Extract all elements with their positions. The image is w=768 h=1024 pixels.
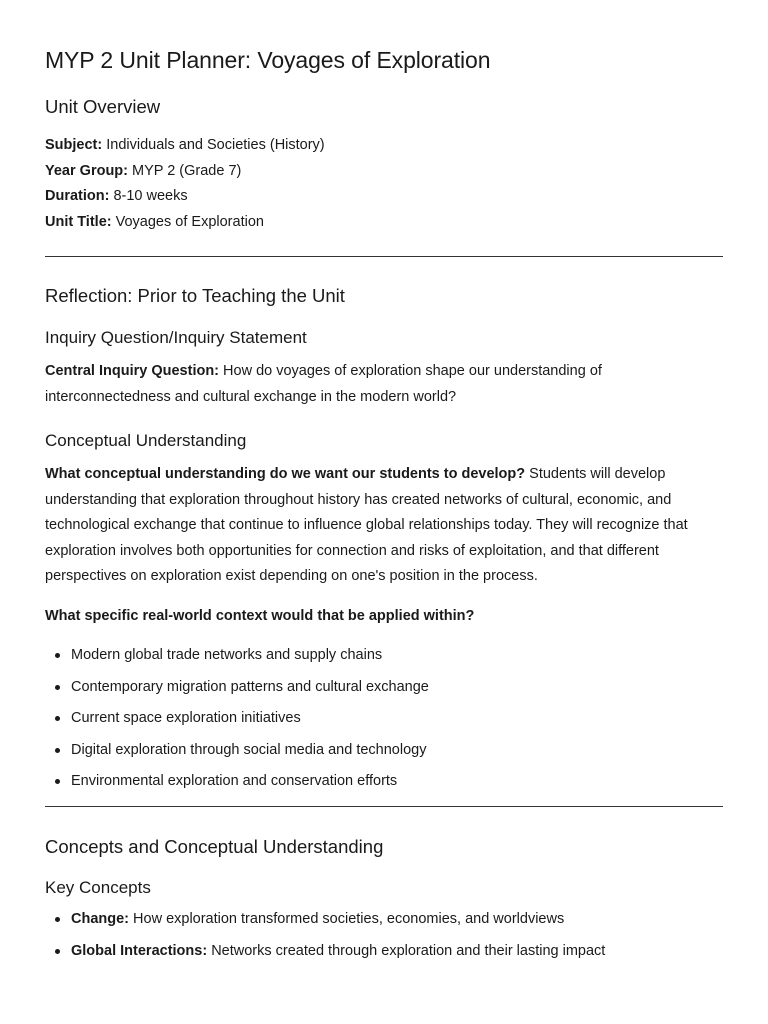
overview-field-year-group	[45, 159, 723, 185]
field-value: 8-10 weeks	[109, 188, 188, 204]
concept-label: Global Interactions:	[71, 942, 208, 959]
key-concepts-list	[45, 908, 723, 962]
concepts-section	[45, 807, 723, 962]
inquiry-label: Central Inquiry Question:	[45, 363, 220, 379]
conceptual-label: What conceptual understanding do we want our students to develop?	[45, 466, 526, 482]
unit-overview-heading: Unit Overview	[45, 96, 161, 117]
field-label: Duration:	[45, 188, 110, 204]
overview-field-unit-title	[45, 210, 723, 236]
overview-field-subject	[45, 133, 723, 159]
field-value: Voyages of Exploration	[111, 213, 264, 230]
reflection-section	[45, 257, 723, 792]
field-value: MYP 2 (Grade 7)	[128, 162, 242, 179]
page-title: MYP 2 Unit Planner: Voyages of Exploration	[45, 47, 491, 73]
list-item: Environmental exploration and conservation efforts	[45, 770, 723, 792]
inquiry-heading: Inquiry Question/Inquiry Statement	[45, 328, 307, 347]
reflection-heading: Reflection: Prior to Teaching the Unit	[45, 285, 345, 306]
concept-label: Change:	[71, 911, 129, 927]
list-item	[45, 908, 723, 930]
concept-text: Networks created through exploration and their lasting impact	[207, 942, 606, 959]
conceptual-body: Students will develop understanding that exploration throughout history has created networks of cultural, economic, and technological exchange that continue to influence global relationships today. They will recognize that exploration involves both opportunities for connection and risks of exploitation, and that different perspectives on exploration exist depending on one's position in the process.	[45, 466, 688, 584]
unit-overview-fields	[45, 133, 723, 235]
field-value: Individuals and Societies (History)	[102, 137, 325, 153]
field-label: Unit Title:	[45, 213, 112, 230]
context-list	[45, 644, 723, 792]
field-label: Year Group:	[45, 162, 128, 179]
concepts-heading: Concepts and Conceptual Understanding	[45, 836, 384, 857]
concept-text: How exploration transformed societies, economies, and worldviews	[129, 911, 565, 927]
conceptual-understanding-text	[45, 462, 723, 590]
list-item: Digital exploration through social media and technology	[45, 739, 723, 761]
list-item: Modern global trade networks and supply chains	[45, 644, 723, 666]
inquiry-question	[45, 359, 723, 410]
context-question-label: What specific real-world context would that be applied within?	[45, 607, 475, 624]
overview-field-duration	[45, 184, 723, 210]
list-item	[45, 940, 723, 962]
key-concepts-heading: Key Concepts	[45, 878, 151, 897]
field-label: Subject:	[45, 137, 103, 153]
list-item: Contemporary migration patterns and cultural exchange	[45, 676, 723, 698]
conceptual-understanding-heading: Conceptual Understanding	[45, 431, 247, 450]
inquiry-text: How do voyages of exploration shape our understanding of interconnectedness and cultural exchange in the modern world?	[45, 363, 602, 405]
list-item: Current space exploration initiatives	[45, 707, 723, 729]
unit-overview-section	[45, 94, 723, 235]
context-question	[45, 604, 723, 630]
